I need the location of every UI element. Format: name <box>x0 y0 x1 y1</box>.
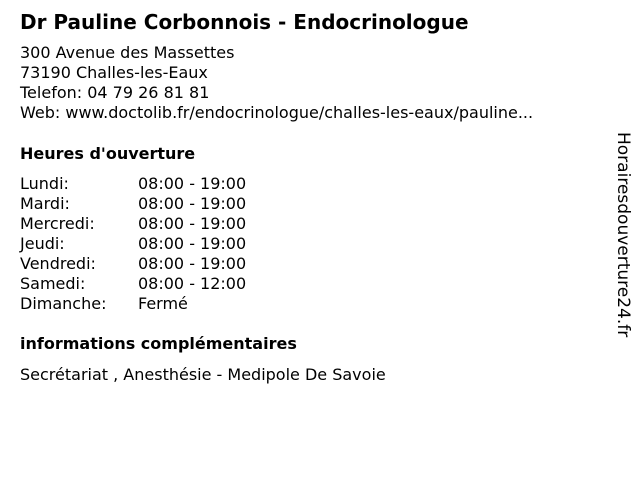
hours-row-friday <box>20 254 246 274</box>
hours-time: 08:00 - 19:00 <box>138 214 247 233</box>
hours-day: Vendredi: <box>20 254 96 273</box>
hours-time: 08:00 - 19:00 <box>138 174 247 193</box>
hours-day: Jeudi: <box>20 234 65 253</box>
hours-row-tuesday <box>20 194 246 214</box>
page-title: Dr Pauline Corbonnois - Endocrinologue <box>20 10 469 34</box>
additional-info-heading: informations complémentaires <box>20 334 297 353</box>
hours-day: Mardi: <box>20 194 70 213</box>
opening-hours-heading: Heures d'ouverture <box>20 144 196 163</box>
hours-day: Dimanche: <box>20 294 107 313</box>
hours-day: Mercredi: <box>20 214 95 233</box>
hours-row-thursday <box>20 234 246 254</box>
address-block <box>20 43 533 123</box>
hours-time: 08:00 - 12:00 <box>138 274 247 293</box>
hours-day: Lundi: <box>20 174 69 193</box>
hours-row-saturday <box>20 274 246 294</box>
address-city: 73190 Challes-les-Eaux <box>20 63 208 82</box>
hours-row-wednesday <box>20 214 246 234</box>
phone-number: Telefon: 04 79 26 81 81 <box>20 83 210 102</box>
hours-day: Samedi: <box>20 274 86 293</box>
address-street: 300 Avenue des Massettes <box>20 43 235 62</box>
hours-row-sunday <box>20 294 246 314</box>
opening-hours-table <box>20 174 246 314</box>
hours-time: 08:00 - 19:00 <box>138 194 247 213</box>
hours-time: 08:00 - 19:00 <box>138 254 247 273</box>
site-watermark: Horairesdouverture24.fr <box>613 132 633 338</box>
hours-time: 08:00 - 19:00 <box>138 234 247 253</box>
additional-info-text: Secrétariat , Anesthésie - Medipole De Savoie <box>20 365 386 384</box>
website-link[interactable]: Web: www.doctolib.fr/endocrinologue/challes-les-eaux/pauline... <box>20 103 534 122</box>
hours-time: Fermé <box>138 294 188 313</box>
hours-row-monday <box>20 174 246 194</box>
